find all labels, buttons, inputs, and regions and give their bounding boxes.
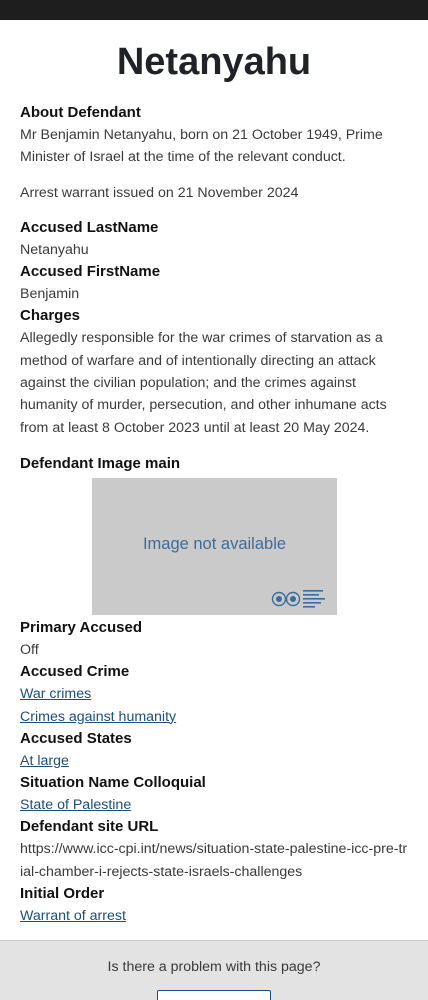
charges-text: Allegedly responsible for the war crimes of starvation as a method of warfare and of intentionally directing an attack against the civilian population; and the crimes against humanity of murder, persecution, and other inhumane acts from at least 8 October 2023 until at least 20 May 2024. [20,330,387,436]
accused-states-link[interactable]: At large [20,752,69,769]
feedback-footer [0,940,428,1000]
defendant-image [92,478,337,615]
site-url-label: Defendant site URL [20,818,159,836]
first-name-label: Accused FirstName [20,263,161,281]
charges-label: Charges [20,307,81,325]
initial-order-link[interactable]: Warrant of arrest [20,908,126,925]
accused-crime-label: Accused Crime [20,663,130,681]
last-name-value: Netanyahu [20,241,89,258]
icc-logo-icon [271,587,331,609]
top-bar [0,0,428,20]
situation-link[interactable]: State of Palestine [20,797,132,814]
feedback-button[interactable] [157,990,271,1000]
page-title: Netanyahu [116,41,312,83]
accused-states-label: Accused States [20,729,132,747]
warrant-text: Arrest warrant issued on 21 November 2024 [20,184,299,201]
crime-link-war-crimes[interactable]: War crimes [20,686,92,703]
about-text: Mr Benjamin Netanyahu, born on 21 October 1949, Prime Minister of Israel at the time of the relevant conduct. [20,127,383,166]
primary-accused-value: Off [20,641,39,658]
feedback-question: Is there a problem with this page? [107,959,321,975]
last-name-label: Accused LastName [20,218,159,236]
primary-accused-label: Primary Accused [20,618,143,636]
first-name-value: Benjamin [20,286,80,303]
crime-link-crimes-against-humanity[interactable]: Crimes against humanity [20,708,177,725]
image-placeholder-text: Image not available [142,534,287,553]
initial-order-label: Initial Order [20,885,105,903]
site-url-value: https://www.icc-cpi.int/news/situation-state-palestine-icc-pre-trial-chamber-i-rejects-state-israels-challenges [20,841,408,880]
about-label: About Defendant [20,104,141,121]
situation-label: Situation Name Colloquial [20,774,206,792]
defendant-image-label: Defendant Image main [20,454,181,472]
main-content [0,102,428,927]
